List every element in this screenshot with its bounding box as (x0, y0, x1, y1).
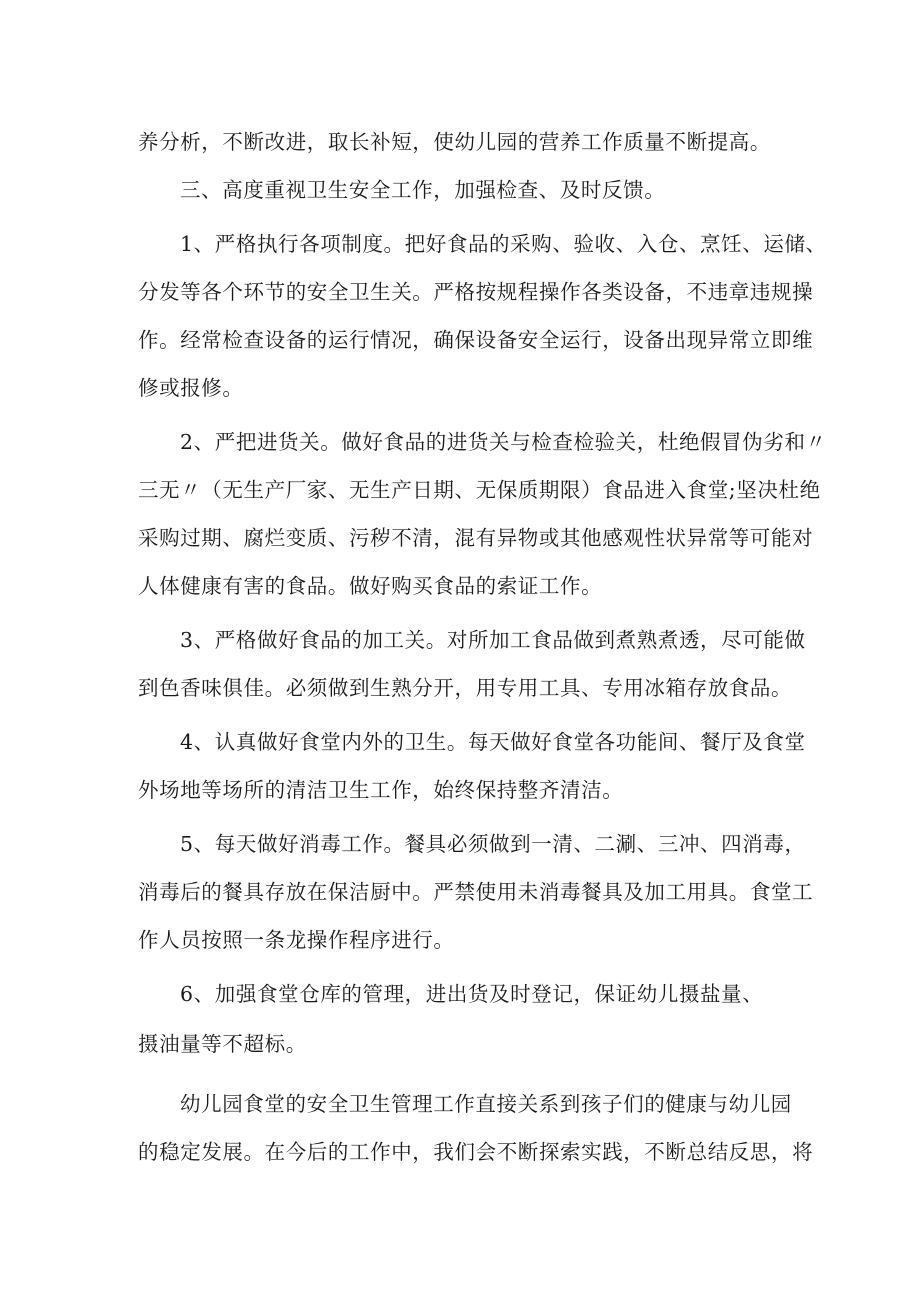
text-line: 外场地等场所的清洁卫生工作，始终保持整齐清洁。 (138, 778, 624, 802)
text-line: 的稳定发展。在今后的工作中，我们会不断探索实践，不断总结反思，将 (138, 1140, 814, 1164)
text-line: 1、严格执行各项制度。把好食品的采购、验收、入仓、烹饪、运储、 (180, 232, 827, 256)
text-line: 4、认真做好食堂内外的卫生。每天做好食堂各功能间、餐厅及食堂 (180, 730, 806, 754)
text-line: 采购过期、腐烂变质、污秽不清，混有异物或其他感观性状异常等可能对 (138, 526, 814, 550)
text-line: 人体健康有害的食品。做好购买食品的索证工作。 (138, 574, 603, 598)
text-line: 到色香味俱佳。必须做到生熟分开，用专用工具、专用冰箱存放食品。 (138, 676, 793, 700)
text-line: 5、每天做好消毒工作。餐具必须做到一清、二涮、三冲、四消毒， (180, 832, 806, 856)
text-line: 消毒后的餐具存放在保洁厨中。严禁使用未消毒餐具及加工用具。食堂工 (138, 880, 814, 904)
text-line: 作。经常检查设备的运行情况，确保设备安全运行，设备出现异常立即维 (138, 328, 814, 352)
text-line: 三无〃（无生产厂家、无生产日期、无保质期限）食品进入食堂;坚决杜绝 (138, 478, 821, 502)
text-line: 6、加强食堂仓库的管理，进出货及时登记，保证幼儿摄盐量、 (180, 982, 764, 1006)
text-line: 2、严把进货关。做好食品的进货关与检查检验关，杜绝假冒伪劣和〃 (180, 430, 827, 454)
text-line: 作人员按照一条龙操作程序进行。 (138, 928, 455, 952)
text-line: 分发等各个环节的安全卫生关。严格按规程操作各类设备，不违章违规操 (138, 280, 814, 304)
text-line: 摄油量等不超标。 (138, 1032, 307, 1056)
text-line: 养分析，不断改进，取长补短，使幼儿园的营养工作质量不断提高。 (138, 130, 771, 154)
section-heading: 三、高度重视卫生安全工作，加强检查、及时反馈。 (180, 178, 666, 202)
text-line: 修或报修。 (138, 376, 244, 400)
text-line: 3、严格做好食品的加工关。对所加工食品做到煮熟煮透，尽可能做 (180, 628, 806, 652)
text-line: 幼儿园食堂的安全卫生管理工作直接关系到孩子们的健康与幼儿园 (180, 1092, 792, 1116)
